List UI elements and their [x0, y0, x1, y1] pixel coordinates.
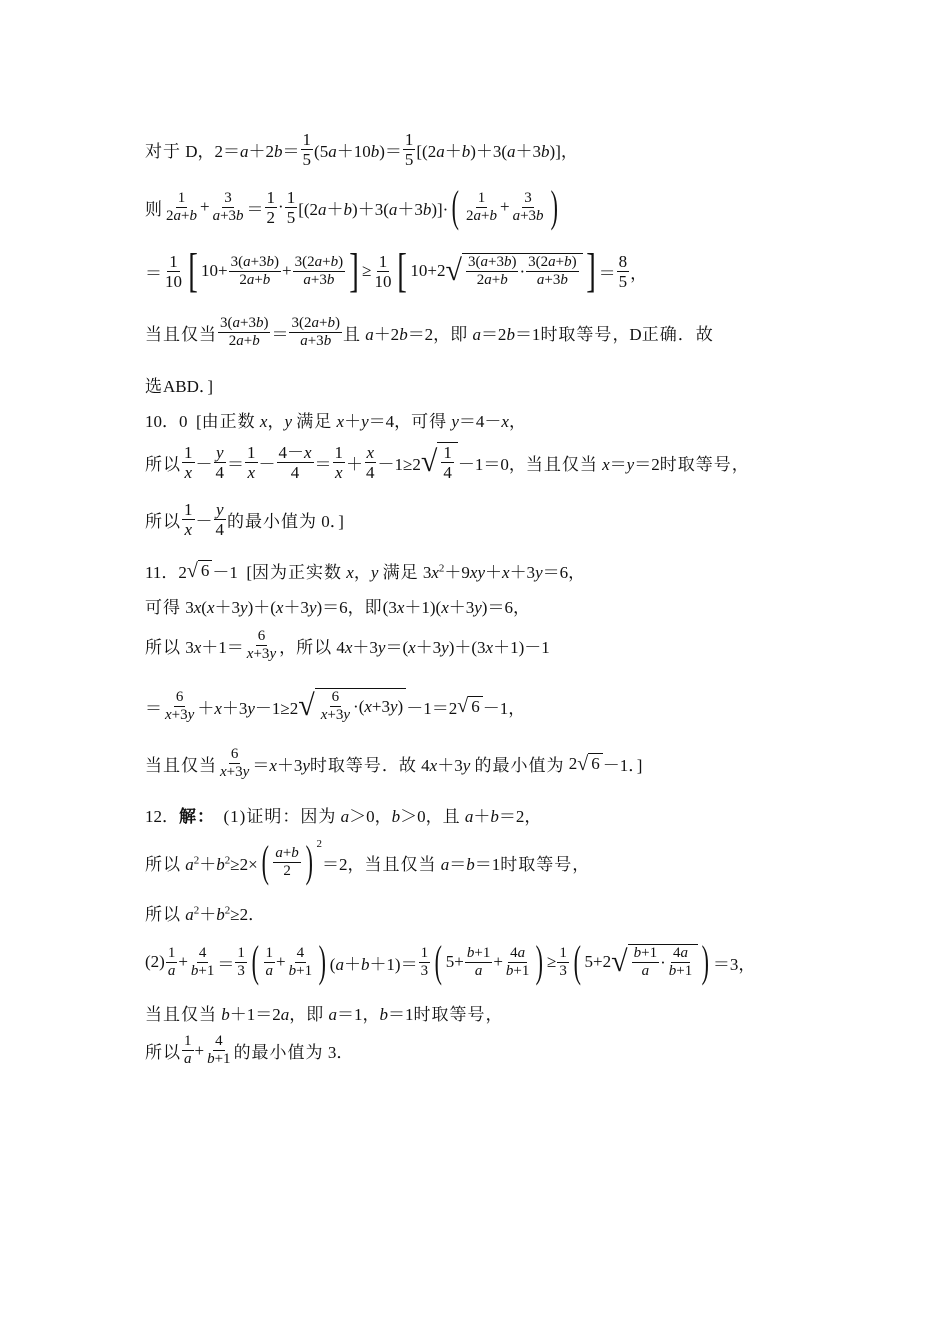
line-2: 则 $\frac{1}{2a+b}$ + $\frac{3}{a+3b}$ ＝ $\frac{1}{2}$ · $\frac{1}{5}$ [(2a＋b)＋3(a＋3b)]· ( $\frac{1}{2a+b}$ + $\frac{3}{a+3b}$ )	[145, 182, 558, 231]
text-ze: 则	[145, 199, 163, 219]
line-16: 所以 $a^2+b^2\ge 2$．	[145, 900, 265, 925]
text-zhengming: (1)证明：	[223, 807, 301, 826]
text-dangqie-2: 当且仅当	[525, 454, 598, 474]
line-17: (2) $\frac{1}{a}$ + $\frac{4}{b+1}$ ＝ $\frac{1}{3}$ ( $\frac{1}{a}$ + $\frac{4}{b+1}$ ) (a＋b＋1)＝ $\frac{1}{3}$ ( 5+ $\frac{b+1}{a}$ + $\frac{4a}{b+1}$ ) ≥ $\frac{1}{3}$ ( 5+2 √ $\frac{b+1}{a}$ · $\frac{4a}{b+1}$ ) ＝3，	[145, 937, 756, 986]
line-12: ＝ $\frac{6}{x+3y}$ ＋x＋3y－1≥2 √ $\frac{6}{x+3y}$ ·(x+3y) －1＝2 √ 6 －1，	[145, 688, 526, 723]
text-suoyi-3: 所以	[145, 638, 181, 657]
text-ji-2: 即	[364, 598, 383, 617]
text-suoyi-2: 所以	[145, 512, 181, 531]
line-4: 当且仅当 $\frac{3(a+3b)}{2a+b}$ ＝ $\frac{3(2a+b)}{a+3b}$ 且 a＋2b＝2， 即 a＝2b＝1 时取等号 ，D 正确．故	[145, 315, 714, 349]
text-zuixiao-3: 的最小值为	[233, 1043, 324, 1062]
text-suoyi-4: 所以	[296, 638, 333, 657]
line-8: 所以 $\frac{1}{x}$ － $\frac{y}{4}$ 的最小值为 0．]	[145, 500, 344, 539]
text-jie: 解：	[179, 807, 215, 826]
text-duiyu: 对于	[145, 142, 181, 161]
text-zuixiao: 的最小值为	[227, 512, 317, 531]
text-suoyi-7: 所以	[145, 1043, 181, 1062]
text-suoyi-6: 所以	[145, 905, 181, 924]
text-shiqu: 时取等号	[540, 325, 613, 344]
line-15: 所以 $a^2+b^2\ge 2\times$ ( $\frac{a+b}{2}$ ) 2 ＝2， 当且仅当 a＝b＝1 时取等号 ，	[145, 837, 590, 886]
text-gu: 故	[398, 756, 417, 775]
text-qie-2: 且	[442, 807, 461, 826]
text-manzu-2: 满足	[382, 563, 419, 582]
frac-1-5: $\frac{1}{5}$	[302, 130, 312, 169]
line-9: 11．2 √ 6 －1 [ 因为正实数 x，y 满足 $3x^2+9xy+x+3y=6$，	[145, 559, 586, 582]
text-dangqie: 当且仅当	[145, 325, 217, 344]
line-19: 所以 $\frac{1}{a}$ + $\frac{4}{b+1}$ 的最小值为 3．	[145, 1033, 354, 1067]
text-manzu: 满足	[296, 412, 333, 431]
line-5: 选 ABD．]	[145, 372, 213, 397]
text-xuan: 选	[145, 377, 163, 396]
line-3: ＝ $\frac{1}{10}$ [ 10+ $\frac{3(a+3b)}{2a+b}$ + $\frac{3(2a+b)}{a+3b}$ ] ≥ $\frac{1}{10}$ [ 10+2 √ $\frac{3(a+3b)}{2a+b}$ · $\frac{3(2a+b)}{a+3b}$ ] ＝ $\frac{8}{5}$ ，	[145, 244, 648, 297]
line-11: 所以 3x＋1＝ $\frac{6}{x+3y}$ ， 所以 4x＋3y＝(x＋3y)＋(3x＋1)－1	[145, 628, 550, 662]
text-ji: 即	[450, 325, 469, 344]
line-7: 所以 $\frac{1}{x}$ － $\frac{y}{4}$ ＝ $\frac{1}{x}$ － $\frac{4-x}{4}$ ＝ $\frac{1}{x}$ ＋ $\frac{x}{4}$ －1≥2 √ $\frac{1}{4}$ －1＝0， 当且仅当 x＝y＝2 时取等号 ，	[145, 442, 749, 482]
text-ji-3: 即	[306, 1005, 325, 1024]
text-zhengque: 正确．故	[641, 325, 714, 344]
text-kede: 可得	[411, 412, 448, 431]
text-suoyi-5: 所以	[145, 854, 181, 874]
text-dangqie-5: 当且仅当	[145, 1005, 217, 1024]
text-shiqu-2: 时取等号	[659, 454, 732, 474]
text-you: 由正数	[201, 412, 256, 431]
text-qie: 且	[342, 325, 361, 344]
line-13: 当且仅当 $\frac{6}{x+3y}$ ＝x＋3y 时取等号 ． 故 4x＋3y 的最小值为 2 √ 6 －1．]	[145, 746, 643, 780]
line-6: 10．0 [ 由正数 x，y 满足 x＋y＝4， 可得 y＝4－x，	[145, 407, 526, 432]
text-shiqu-3: 时取等号	[309, 756, 382, 775]
text-suoyi: 所以	[145, 454, 181, 474]
text-yinwei2: 因为	[300, 807, 337, 826]
line-14: 12． 解： (1)证明： 因为 a＞0，b＞0， 且 a＋b＝2，	[145, 802, 541, 827]
text-shiqu-4: 时取等号	[500, 854, 573, 874]
text-keyi: 可得	[145, 598, 181, 617]
line-1: 对于 D，2＝a＋2b＝ $\frac{1}{5}$ (5a＋10b)＝ $\frac{1}{5}$ [(2a＋b)＋3(a＋3b)]，	[145, 130, 578, 169]
line-10: 可得 3x(x＋3y)＋(x＋3y)＝6， 即 (3x＋1)(x＋3y)＝6，	[145, 593, 530, 618]
text-dangqie-4: 当且仅当	[364, 854, 437, 874]
text-dangqie-3: 当且仅当	[145, 756, 217, 775]
frac-1-5b: $\frac{1}{5}$	[404, 130, 414, 169]
text-shiqu-5: 时取等号	[413, 1005, 486, 1024]
text-yinwei: 因为正实数	[252, 563, 343, 582]
text-zuixiao-2: 的最小值为	[474, 756, 565, 775]
line-18: 当且仅当 b＋1＝2a， 即 a＝1，b＝1 时取等号 ，	[145, 1000, 503, 1025]
